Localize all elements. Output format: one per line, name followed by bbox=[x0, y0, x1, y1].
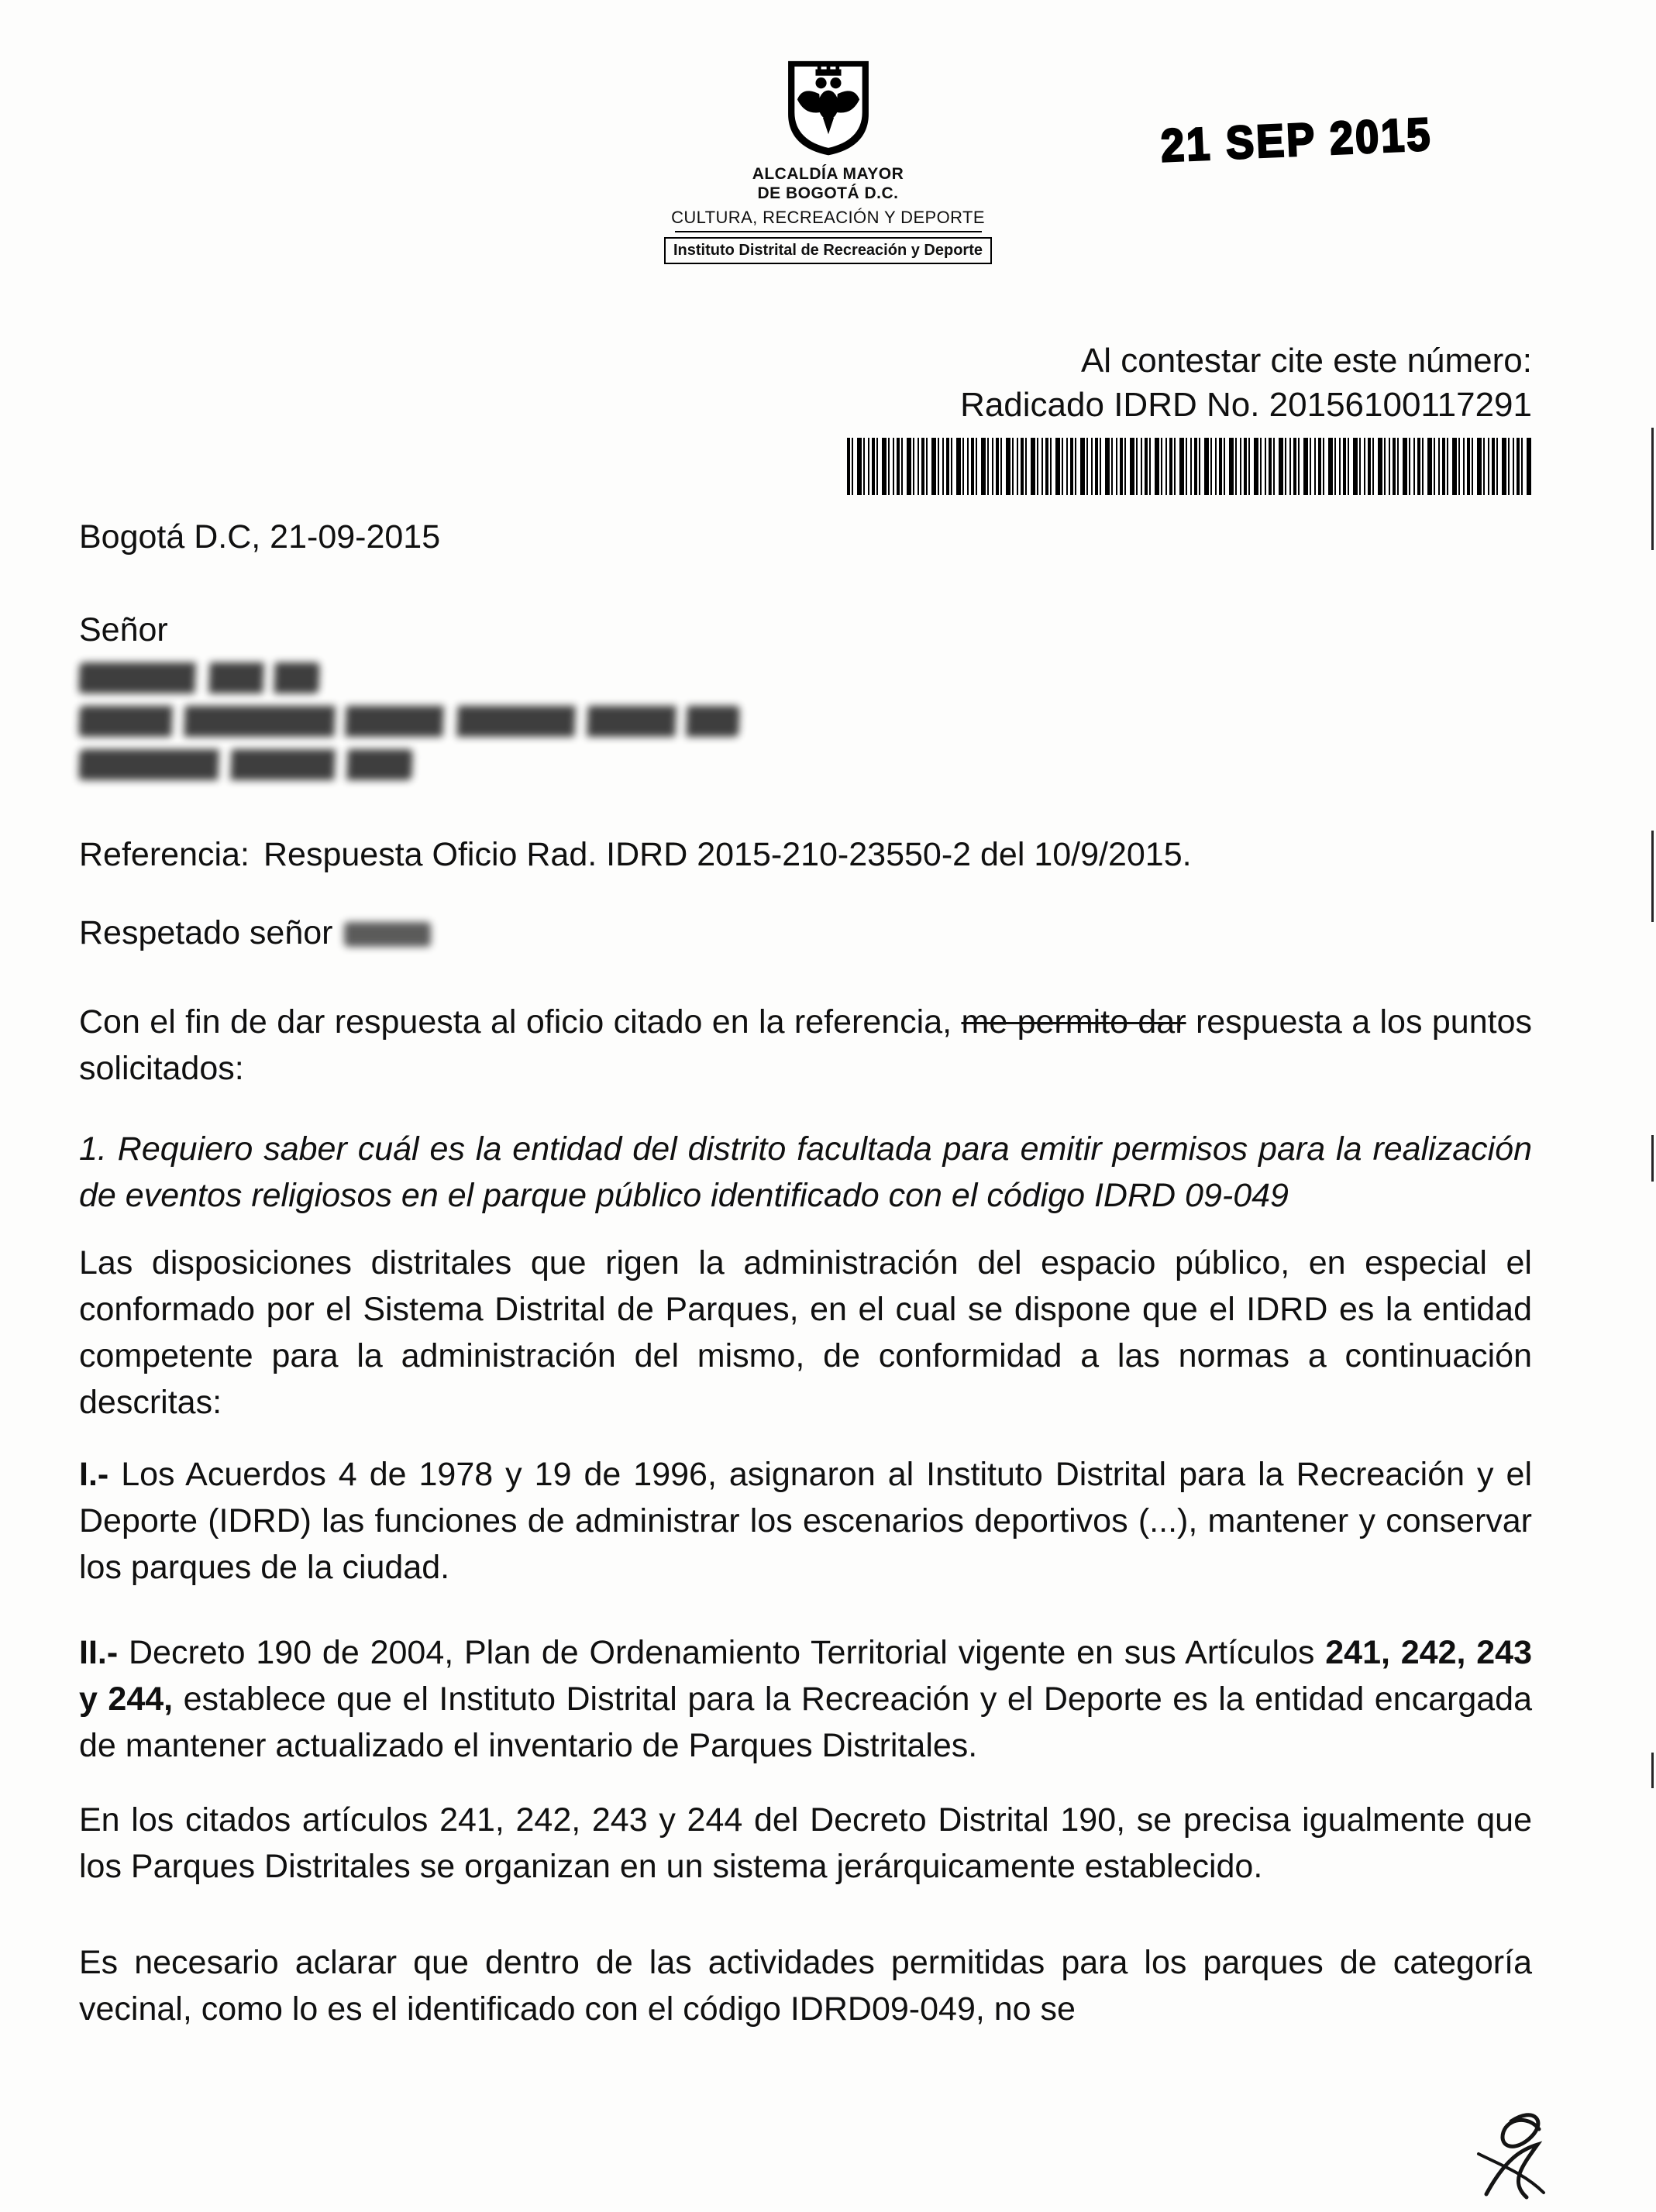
letter-body bbox=[0, 339, 1656, 2032]
paragraph-item-2 bbox=[79, 1629, 1532, 1769]
radicado-block bbox=[79, 339, 1532, 427]
redacted-address-line bbox=[78, 706, 739, 737]
paragraph-item-1 bbox=[79, 1451, 1532, 1591]
scan-artifact-line bbox=[1651, 831, 1654, 922]
reference-label: Referencia: bbox=[79, 836, 250, 873]
redacted-name-line bbox=[78, 662, 319, 693]
item-1-numeral: I.- bbox=[79, 1456, 109, 1493]
logo-line-instituto: Instituto Distrital de Recreación y Deporte bbox=[664, 237, 992, 264]
intro-text-a: Con el fin de dar respuesta al oficio citado en la referencia, bbox=[79, 1003, 962, 1041]
reference-row bbox=[79, 831, 1532, 878]
item-2-numeral: II.- bbox=[79, 1634, 119, 1671]
item-2-text-a: Decreto 190 de 2004, Plan de Ordenamiento Territorial vigente en sus Artículos bbox=[129, 1634, 1326, 1671]
scan-artifact-line bbox=[1651, 428, 1654, 550]
date-received-stamp: 21 SEP 2015 bbox=[1159, 108, 1434, 172]
handwritten-mark bbox=[1463, 2100, 1556, 2208]
bogota-coat-of-arms-icon bbox=[783, 57, 874, 158]
logo-line-sector: CULTURA, RECREACIÓN Y DEPORTE bbox=[671, 208, 985, 227]
greeting-line bbox=[79, 913, 1532, 953]
greeting-text: Respetado señor bbox=[79, 914, 333, 951]
paragraph-intro bbox=[79, 999, 1532, 1092]
item-2-text-b: establece que el Instituto Distrital para la Recreación y el Deporte es la entidad encargada de mantener actualizado el inventario de Parques Distritales. bbox=[79, 1681, 1532, 1764]
intro-text-b: respuesta a los puntos solicitados: bbox=[79, 1003, 1532, 1087]
logo-line-bogota: DE BOGOTÁ D.C. bbox=[757, 184, 899, 202]
paragraph-dispositions: Las disposiciones distritales que rigen la administración del espacio público, en especial el conformado por el Sistema Distrital de Parques, en el cual se dispone que el IDRD es la entidad competente para la administración del mismo, de conformidad a las normas a continuación descritas: bbox=[79, 1244, 1532, 1421]
barcode bbox=[847, 438, 1532, 495]
redacted-name-smudge bbox=[344, 922, 431, 947]
redacted-addressee-block bbox=[79, 662, 1532, 780]
logo-line-alcaldia: ALCALDÍA MAYOR bbox=[752, 165, 904, 183]
radicado-number: Radicado IDRD No. 20156100117291 bbox=[960, 386, 1532, 424]
item-1-text: Los Acuerdos 4 de 1978 y 19 de 1996, asignaron al Instituto Distrital para la Recreación y el Deporte (IDRD) las funciones de administrar los escenarios deportivos (...), mantener y conservar los parques de la ciudad. bbox=[79, 1456, 1533, 1586]
scan-artifact-line bbox=[1651, 1753, 1654, 1788]
reference-text: Respuesta Oficio Rad. IDRD 2015-210-23550-2 del 10/9/2015. bbox=[263, 836, 1192, 873]
scan-artifact-line bbox=[1651, 1135, 1654, 1182]
paragraph-question-1: 1. Requiero saber cuál es la entidad del distrito facultada para emitir permisos para la realización de eventos religiosos en el parque público identificado con el código IDRD 09-049 bbox=[79, 1130, 1532, 1214]
intro-struck-text: me permito dar bbox=[961, 1003, 1186, 1041]
addressee-title: Señor bbox=[79, 611, 168, 648]
redacted-city-line bbox=[78, 749, 412, 780]
item-2-bold-articles: 241, 242, 243 y 244, bbox=[79, 1634, 1532, 1718]
paragraph-closing: Es necesario aclarar que dentro de las actividades permitidas para los parques de categoría vecinal, como lo es el identificado con el código IDRD09-049, no se bbox=[79, 1944, 1532, 2028]
paragraph-citados: En los citados artículos 241, 242, 243 y 244 del Decreto Distrital 190, se precisa igualmente que los Parques Distritales se organizan en un sistema jerárquicamente establecido. bbox=[79, 1801, 1532, 1885]
cite-notice: Al contestar cite este número: bbox=[1080, 342, 1532, 380]
city-date: Bogotá D.C, 21-09-2015 bbox=[79, 518, 441, 556]
logo-underline bbox=[675, 231, 982, 232]
